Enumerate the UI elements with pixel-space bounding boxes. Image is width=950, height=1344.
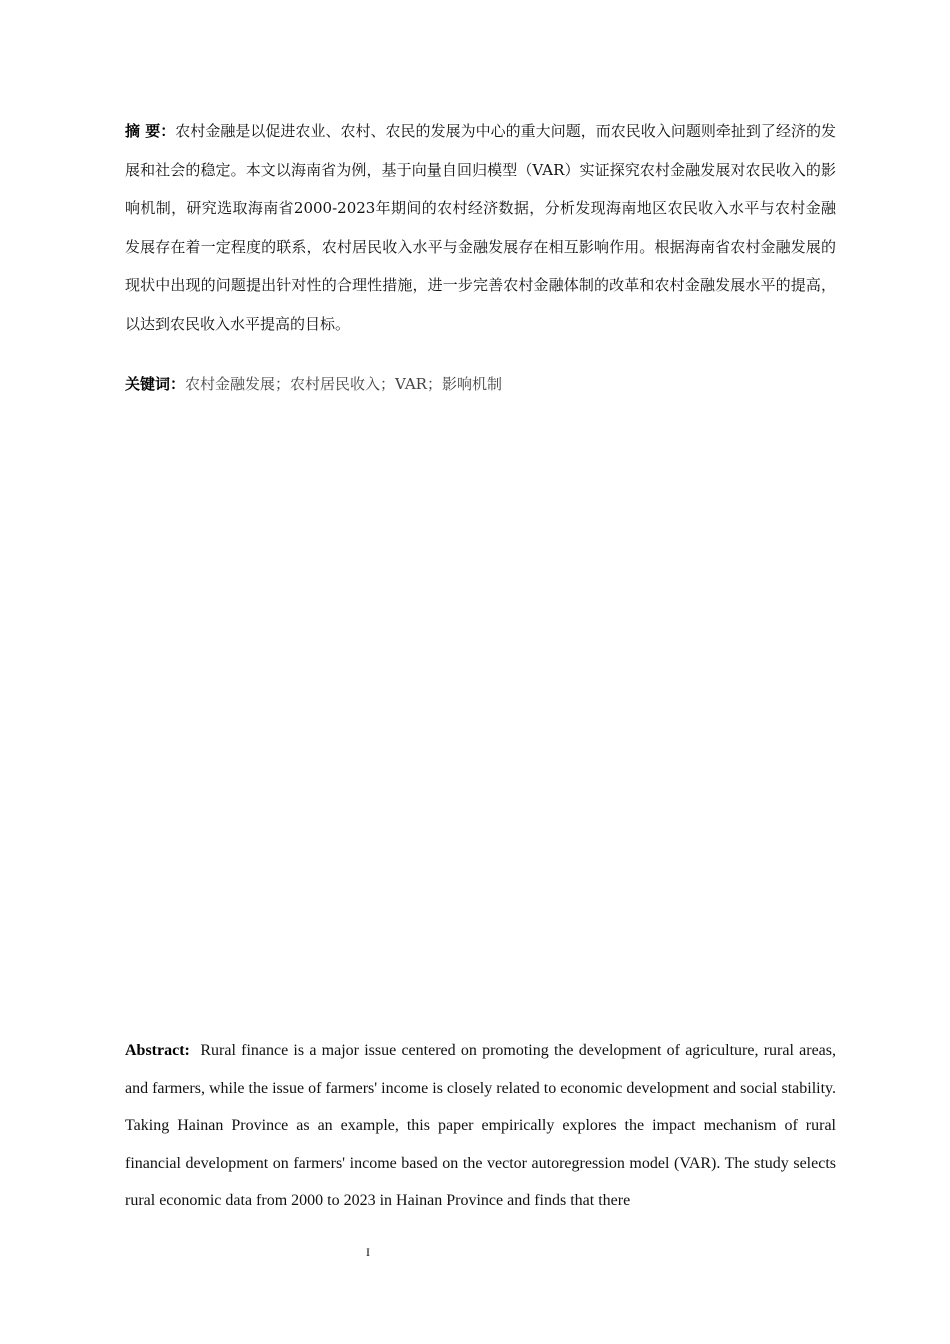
chinese-abstract-label: 摘 要： (125, 122, 176, 140)
english-abstract-text: Rural finance is a major issue centered on promoting the development of agriculture, rural areas, and farmers, while the issue of farmers' income is closely related to economic development and social stability. Taking Hainan Province as an example, this paper empirically explores the impact mechanism of rural financial development on farmers' income based on the vector autoregression model (VAR). The study selects rural economic data from 2000 to 2023 in Hainan Province and finds that there (125, 1042, 837, 1209)
chinese-abstract (125, 112, 836, 343)
keywords-label: 关键词： (125, 375, 186, 393)
chinese-abstract-text: 农村金融是以促进农业、农村、农民的发展为中心的重大问题，而农民收入问题则牵扯到了经济的发展和社会的稳定。本文以海南省为例，基于向量自回归模型（VAR）实证探究农村金融发展对农民收入的影响机制，研究选取海南省2000-2023年期间的农村经济数据，分析发现海南地区农民收入水平与农村金融发展存在着一定程度的联系，农村居民收入水平与金融发展存在相互影响作用。根据海南省农村金融发展的现状中出现的问题提出针对性的合理性措施，进一步完善农村金融体制的改革和农村金融发展水平的提高，以达到农民收入水平提高的目标。 (125, 122, 836, 333)
english-abstract (125, 1032, 836, 1220)
page-number: I (366, 1245, 370, 1259)
english-abstract-label: Abstract: (125, 1042, 190, 1059)
keywords-text: 农村金融发展；农村居民收入；VAR；影响机制 (185, 375, 502, 393)
keywords (125, 370, 836, 398)
